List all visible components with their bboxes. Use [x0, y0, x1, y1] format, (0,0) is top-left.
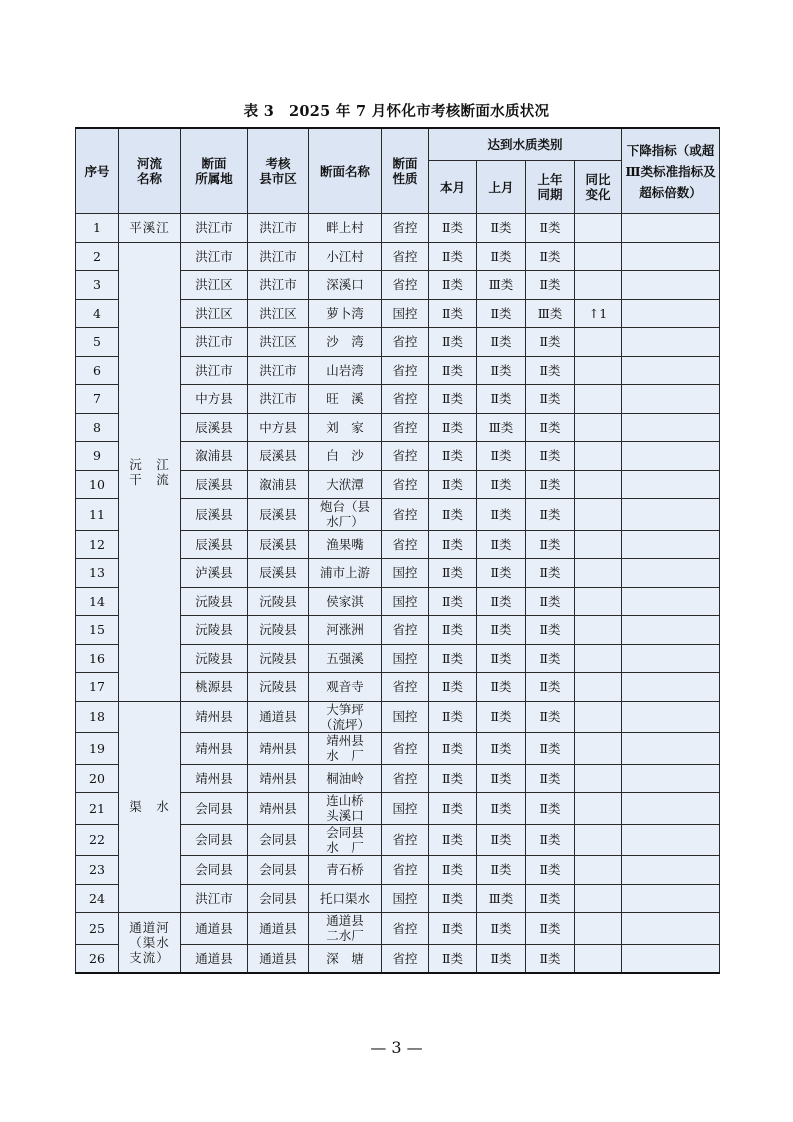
cell-section-location: 会同县 — [181, 856, 248, 885]
cell-this-month: Ⅱ类 — [429, 913, 477, 945]
cell-decline — [622, 673, 720, 702]
cell-section-type: 省控 — [382, 499, 429, 531]
cell-yoy — [575, 356, 622, 385]
cell-decline — [622, 793, 720, 825]
cell-last-year: Ⅱ类 — [526, 913, 575, 945]
cell-seq: 4 — [76, 299, 119, 328]
cell-section-type: 国控 — [382, 701, 429, 733]
cell-yoy — [575, 385, 622, 414]
cell-yoy — [575, 271, 622, 300]
cell-section-name: 浦市上游 — [309, 559, 382, 588]
cell-last-month: Ⅱ类 — [477, 587, 526, 616]
cell-section-type: 省控 — [382, 764, 429, 793]
cell-seq: 21 — [76, 793, 119, 825]
cell-yoy — [575, 673, 622, 702]
cell-last-month: Ⅱ类 — [477, 499, 526, 531]
table-row — [76, 242, 720, 271]
cell-decline — [622, 413, 720, 442]
cell-seq: 19 — [76, 733, 119, 765]
cell-this-month: Ⅱ类 — [429, 470, 477, 499]
cell-last-year: Ⅱ类 — [526, 701, 575, 733]
cell-last-year: Ⅱ类 — [526, 499, 575, 531]
cell-section-name: 五强溪 — [309, 644, 382, 673]
cell-last-year: Ⅱ类 — [526, 214, 575, 243]
cell-last-month: Ⅱ类 — [477, 673, 526, 702]
cell-section-type: 省控 — [382, 214, 429, 243]
cell-assess-county: 沅陵县 — [248, 673, 309, 702]
cell-section-location: 沅陵县 — [181, 616, 248, 645]
cell-seq: 25 — [76, 913, 119, 945]
cell-section-type: 省控 — [382, 356, 429, 385]
cell-last-year: Ⅱ类 — [526, 824, 575, 856]
cell-section-name: 桐油岭 — [309, 764, 382, 793]
cell-assess-county: 洪江市 — [248, 214, 309, 243]
cell-seq: 15 — [76, 616, 119, 645]
cell-seq: 9 — [76, 442, 119, 471]
cell-section-name: 会同县 水 厂 — [309, 824, 382, 856]
cell-this-month: Ⅱ类 — [429, 944, 477, 973]
header-grade-group: 达到水质类别 — [429, 128, 622, 161]
cell-yoy — [575, 856, 622, 885]
cell-this-month: Ⅱ类 — [429, 559, 477, 588]
cell-decline — [622, 499, 720, 531]
cell-last-year: Ⅲ类 — [526, 299, 575, 328]
cell-decline — [622, 587, 720, 616]
header-decline: 下降指标（或超Ⅲ类标准指标及超标倍数） — [622, 128, 720, 214]
cell-section-location: 辰溪县 — [181, 530, 248, 559]
cell-seq: 11 — [76, 499, 119, 531]
cell-yoy — [575, 884, 622, 913]
cell-last-year: Ⅱ类 — [526, 793, 575, 825]
cell-decline — [622, 644, 720, 673]
water-quality-table — [75, 127, 720, 974]
cell-decline — [622, 913, 720, 945]
cell-assess-county: 洪江区 — [248, 328, 309, 357]
cell-seq: 16 — [76, 644, 119, 673]
cell-seq: 8 — [76, 413, 119, 442]
cell-section-type: 省控 — [382, 413, 429, 442]
cell-section-name: 靖州县 水 厂 — [309, 733, 382, 765]
cell-yoy: ↑1 — [575, 299, 622, 328]
cell-section-name: 沙 湾 — [309, 328, 382, 357]
cell-last-month: Ⅱ类 — [477, 856, 526, 885]
cell-seq: 12 — [76, 530, 119, 559]
cell-decline — [622, 356, 720, 385]
cell-section-location: 洪江市 — [181, 884, 248, 913]
cell-assess-county: 会同县 — [248, 856, 309, 885]
cell-section-location: 洪江市 — [181, 328, 248, 357]
cell-last-month: Ⅱ类 — [477, 442, 526, 471]
cell-section-type: 省控 — [382, 385, 429, 414]
cell-assess-county: 洪江市 — [248, 242, 309, 271]
cell-yoy — [575, 242, 622, 271]
cell-assess-county: 辰溪县 — [248, 559, 309, 588]
cell-section-type: 国控 — [382, 884, 429, 913]
cell-assess-county: 洪江市 — [248, 356, 309, 385]
cell-last-month: Ⅲ类 — [477, 413, 526, 442]
cell-section-type: 国控 — [382, 559, 429, 588]
cell-assess-county: 靖州县 — [248, 793, 309, 825]
cell-decline — [622, 701, 720, 733]
cell-seq: 18 — [76, 701, 119, 733]
cell-yoy — [575, 214, 622, 243]
cell-this-month: Ⅱ类 — [429, 701, 477, 733]
cell-last-month: Ⅱ类 — [477, 824, 526, 856]
cell-last-month: Ⅱ类 — [477, 214, 526, 243]
cell-yoy — [575, 616, 622, 645]
cell-yoy — [575, 644, 622, 673]
cell-last-month: Ⅱ类 — [477, 328, 526, 357]
cell-last-month: Ⅱ类 — [477, 616, 526, 645]
cell-last-month: Ⅱ类 — [477, 299, 526, 328]
cell-last-month: Ⅱ类 — [477, 644, 526, 673]
cell-section-location: 辰溪县 — [181, 413, 248, 442]
cell-decline — [622, 385, 720, 414]
cell-seq: 3 — [76, 271, 119, 300]
cell-section-type: 省控 — [382, 271, 429, 300]
cell-section-location: 中方县 — [181, 385, 248, 414]
cell-yoy — [575, 824, 622, 856]
cell-yoy — [575, 793, 622, 825]
cell-assess-county: 通道县 — [248, 701, 309, 733]
table-header — [76, 128, 720, 214]
cell-section-name: 托口渠水 — [309, 884, 382, 913]
cell-section-type: 省控 — [382, 242, 429, 271]
cell-yoy — [575, 413, 622, 442]
cell-section-location: 靖州县 — [181, 701, 248, 733]
cell-section-name: 青石桥 — [309, 856, 382, 885]
cell-section-location: 靖州县 — [181, 733, 248, 765]
cell-last-year: Ⅱ类 — [526, 944, 575, 973]
cell-section-location: 沅陵县 — [181, 587, 248, 616]
cell-section-name: 大洑潭 — [309, 470, 382, 499]
cell-assess-county: 靖州县 — [248, 764, 309, 793]
cell-section-type: 国控 — [382, 587, 429, 616]
header-seq: 序号 — [76, 128, 119, 214]
cell-section-name: 渔果嘴 — [309, 530, 382, 559]
cell-this-month: Ⅱ类 — [429, 530, 477, 559]
table-row — [76, 214, 720, 243]
cell-this-month: Ⅱ类 — [429, 356, 477, 385]
cell-section-location: 通道县 — [181, 913, 248, 945]
cell-yoy — [575, 701, 622, 733]
cell-section-location: 辰溪县 — [181, 470, 248, 499]
cell-section-type: 省控 — [382, 442, 429, 471]
cell-yoy — [575, 944, 622, 973]
cell-section-location: 辰溪县 — [181, 499, 248, 531]
cell-section-location: 溆浦县 — [181, 442, 248, 471]
cell-section-location: 洪江市 — [181, 214, 248, 243]
page-number: — 3 — — [370, 1038, 423, 1057]
cell-section-name: 山岩湾 — [309, 356, 382, 385]
cell-assess-county: 通道县 — [248, 913, 309, 945]
cell-assess-county: 会同县 — [248, 824, 309, 856]
header-section-type: 断面 性质 — [382, 128, 429, 214]
cell-seq: 26 — [76, 944, 119, 973]
cell-this-month: Ⅱ类 — [429, 587, 477, 616]
cell-yoy — [575, 442, 622, 471]
cell-decline — [622, 242, 720, 271]
cell-decline — [622, 733, 720, 765]
cell-seq: 10 — [76, 470, 119, 499]
cell-decline — [622, 299, 720, 328]
cell-decline — [622, 764, 720, 793]
header-section-location: 断面 所属地 — [181, 128, 248, 214]
cell-this-month: Ⅱ类 — [429, 214, 477, 243]
cell-last-month: Ⅱ类 — [477, 701, 526, 733]
cell-section-name: 观音寺 — [309, 673, 382, 702]
cell-last-month: Ⅲ类 — [477, 271, 526, 300]
cell-section-location: 洪江区 — [181, 299, 248, 328]
cell-section-location: 洪江市 — [181, 356, 248, 385]
header-river: 河流 名称 — [119, 128, 181, 214]
cell-yoy — [575, 470, 622, 499]
table-body — [76, 214, 720, 974]
cell-this-month: Ⅱ类 — [429, 413, 477, 442]
cell-section-type: 省控 — [382, 470, 429, 499]
header-assess-county: 考核 县市区 — [248, 128, 309, 214]
cell-last-month: Ⅱ类 — [477, 733, 526, 765]
cell-yoy — [575, 499, 622, 531]
cell-last-month: Ⅱ类 — [477, 385, 526, 414]
cell-last-year: Ⅱ类 — [526, 530, 575, 559]
cell-last-month: Ⅱ类 — [477, 530, 526, 559]
cell-section-type: 省控 — [382, 733, 429, 765]
cell-last-year: Ⅱ类 — [526, 856, 575, 885]
cell-last-month: Ⅱ类 — [477, 944, 526, 973]
header-last-month: 上月 — [477, 161, 526, 214]
cell-this-month: Ⅱ类 — [429, 733, 477, 765]
cell-section-name: 通道县 二水厂 — [309, 913, 382, 945]
cell-section-name: 炮台（县 水厂） — [309, 499, 382, 531]
cell-assess-county: 中方县 — [248, 413, 309, 442]
cell-section-location: 泸溪县 — [181, 559, 248, 588]
cell-section-name: 深 塘 — [309, 944, 382, 973]
cell-decline — [622, 824, 720, 856]
cell-decline — [622, 559, 720, 588]
cell-section-name: 大笋坪 （流坪） — [309, 701, 382, 733]
cell-yoy — [575, 559, 622, 588]
cell-last-month: Ⅱ类 — [477, 913, 526, 945]
cell-decline — [622, 271, 720, 300]
cell-yoy — [575, 328, 622, 357]
cell-seq: 23 — [76, 856, 119, 885]
cell-yoy — [575, 733, 622, 765]
cell-assess-county: 洪江区 — [248, 299, 309, 328]
table-title: 表 3 2025 年 7 月怀化市考核断面水质状况 — [243, 103, 550, 120]
cell-section-name: 深溪口 — [309, 271, 382, 300]
cell-this-month: Ⅱ类 — [429, 442, 477, 471]
cell-this-month: Ⅱ类 — [429, 299, 477, 328]
cell-section-name: 旺 溪 — [309, 385, 382, 414]
cell-seq: 6 — [76, 356, 119, 385]
cell-this-month: Ⅱ类 — [429, 856, 477, 885]
cell-decline — [622, 442, 720, 471]
header-section-name: 断面名称 — [309, 128, 382, 214]
cell-last-year: Ⅱ类 — [526, 356, 575, 385]
cell-this-month: Ⅱ类 — [429, 673, 477, 702]
cell-seq: 13 — [76, 559, 119, 588]
cell-river-name: 通道河 （渠水 支流） — [119, 913, 181, 974]
header-yoy: 同比 变化 — [575, 161, 622, 214]
cell-last-year: Ⅱ类 — [526, 385, 575, 414]
cell-last-year: Ⅱ类 — [526, 413, 575, 442]
cell-yoy — [575, 530, 622, 559]
cell-assess-county: 洪江市 — [248, 271, 309, 300]
cell-last-year: Ⅱ类 — [526, 673, 575, 702]
cell-section-location: 洪江区 — [181, 271, 248, 300]
cell-last-month: Ⅱ类 — [477, 242, 526, 271]
cell-seq: 7 — [76, 385, 119, 414]
cell-section-type: 省控 — [382, 328, 429, 357]
table-row — [76, 913, 720, 945]
cell-yoy — [575, 913, 622, 945]
cell-river-name: 沅 江 干 流 — [119, 242, 181, 701]
cell-decline — [622, 328, 720, 357]
header-last-year: 上年 同期 — [526, 161, 575, 214]
cell-section-type: 国控 — [382, 299, 429, 328]
cell-this-month: Ⅱ类 — [429, 884, 477, 913]
cell-yoy — [575, 764, 622, 793]
cell-this-month: Ⅱ类 — [429, 499, 477, 531]
cell-last-year: Ⅱ类 — [526, 271, 575, 300]
cell-this-month: Ⅱ类 — [429, 644, 477, 673]
cell-last-year: Ⅱ类 — [526, 242, 575, 271]
cell-last-month: Ⅱ类 — [477, 764, 526, 793]
cell-river-name: 平溪江 — [119, 214, 181, 243]
cell-this-month: Ⅱ类 — [429, 793, 477, 825]
cell-river-name: 渠 水 — [119, 701, 181, 913]
cell-section-name: 侯家淇 — [309, 587, 382, 616]
cell-last-year: Ⅱ类 — [526, 884, 575, 913]
cell-this-month: Ⅱ类 — [429, 824, 477, 856]
cell-section-location: 通道县 — [181, 944, 248, 973]
cell-this-month: Ⅱ类 — [429, 242, 477, 271]
cell-assess-county: 溆浦县 — [248, 470, 309, 499]
cell-this-month: Ⅱ类 — [429, 764, 477, 793]
cell-section-type: 省控 — [382, 530, 429, 559]
cell-seq: 22 — [76, 824, 119, 856]
cell-decline — [622, 884, 720, 913]
cell-section-location: 会同县 — [181, 824, 248, 856]
cell-section-type: 省控 — [382, 913, 429, 945]
cell-this-month: Ⅱ类 — [429, 271, 477, 300]
cell-last-year: Ⅱ类 — [526, 328, 575, 357]
cell-assess-county: 沅陵县 — [248, 644, 309, 673]
cell-decline — [622, 214, 720, 243]
cell-assess-county: 洪江市 — [248, 385, 309, 414]
cell-section-name: 萝卜湾 — [309, 299, 382, 328]
cell-last-year: Ⅱ类 — [526, 442, 575, 471]
cell-decline — [622, 616, 720, 645]
cell-section-location: 会同县 — [181, 793, 248, 825]
cell-seq: 2 — [76, 242, 119, 271]
cell-yoy — [575, 587, 622, 616]
cell-assess-county: 沅陵县 — [248, 587, 309, 616]
table-row — [76, 701, 720, 733]
cell-section-type: 省控 — [382, 673, 429, 702]
cell-section-location: 靖州县 — [181, 764, 248, 793]
header-this-month: 本月 — [429, 161, 477, 214]
cell-last-year: Ⅱ类 — [526, 644, 575, 673]
cell-section-type: 省控 — [382, 824, 429, 856]
cell-assess-county: 靖州县 — [248, 733, 309, 765]
cell-assess-county: 辰溪县 — [248, 499, 309, 531]
cell-section-type: 国控 — [382, 644, 429, 673]
cell-seq: 1 — [76, 214, 119, 243]
cell-last-year: Ⅱ类 — [526, 733, 575, 765]
cell-last-year: Ⅱ类 — [526, 764, 575, 793]
cell-section-name: 白 沙 — [309, 442, 382, 471]
cell-this-month: Ⅱ类 — [429, 328, 477, 357]
cell-section-location: 洪江市 — [181, 242, 248, 271]
cell-assess-county: 通道县 — [248, 944, 309, 973]
cell-section-type: 省控 — [382, 616, 429, 645]
cell-last-month: Ⅱ类 — [477, 356, 526, 385]
cell-section-name: 刘 家 — [309, 413, 382, 442]
cell-decline — [622, 856, 720, 885]
cell-decline — [622, 470, 720, 499]
cell-decline — [622, 530, 720, 559]
cell-section-location: 桃源县 — [181, 673, 248, 702]
cell-decline — [622, 944, 720, 973]
cell-section-type: 国控 — [382, 793, 429, 825]
cell-seq: 17 — [76, 673, 119, 702]
cell-section-name: 河涨洲 — [309, 616, 382, 645]
cell-last-month: Ⅱ类 — [477, 470, 526, 499]
cell-last-year: Ⅱ类 — [526, 587, 575, 616]
cell-assess-county: 会同县 — [248, 884, 309, 913]
cell-last-month: Ⅱ类 — [477, 793, 526, 825]
cell-this-month: Ⅱ类 — [429, 616, 477, 645]
cell-assess-county: 辰溪县 — [248, 442, 309, 471]
cell-section-name: 连山桥 头溪口 — [309, 793, 382, 825]
cell-last-month: Ⅱ类 — [477, 559, 526, 588]
cell-section-location: 沅陵县 — [181, 644, 248, 673]
cell-last-month: Ⅲ类 — [477, 884, 526, 913]
cell-last-year: Ⅱ类 — [526, 470, 575, 499]
cell-section-name: 畔上村 — [309, 214, 382, 243]
cell-last-year: Ⅱ类 — [526, 559, 575, 588]
cell-section-type: 省控 — [382, 856, 429, 885]
cell-seq: 14 — [76, 587, 119, 616]
cell-assess-county: 沅陵县 — [248, 616, 309, 645]
cell-section-name: 小江村 — [309, 242, 382, 271]
cell-section-type: 省控 — [382, 944, 429, 973]
cell-last-year: Ⅱ类 — [526, 616, 575, 645]
cell-assess-county: 辰溪县 — [248, 530, 309, 559]
cell-seq: 20 — [76, 764, 119, 793]
cell-seq: 24 — [76, 884, 119, 913]
cell-this-month: Ⅱ类 — [429, 385, 477, 414]
cell-seq: 5 — [76, 328, 119, 357]
